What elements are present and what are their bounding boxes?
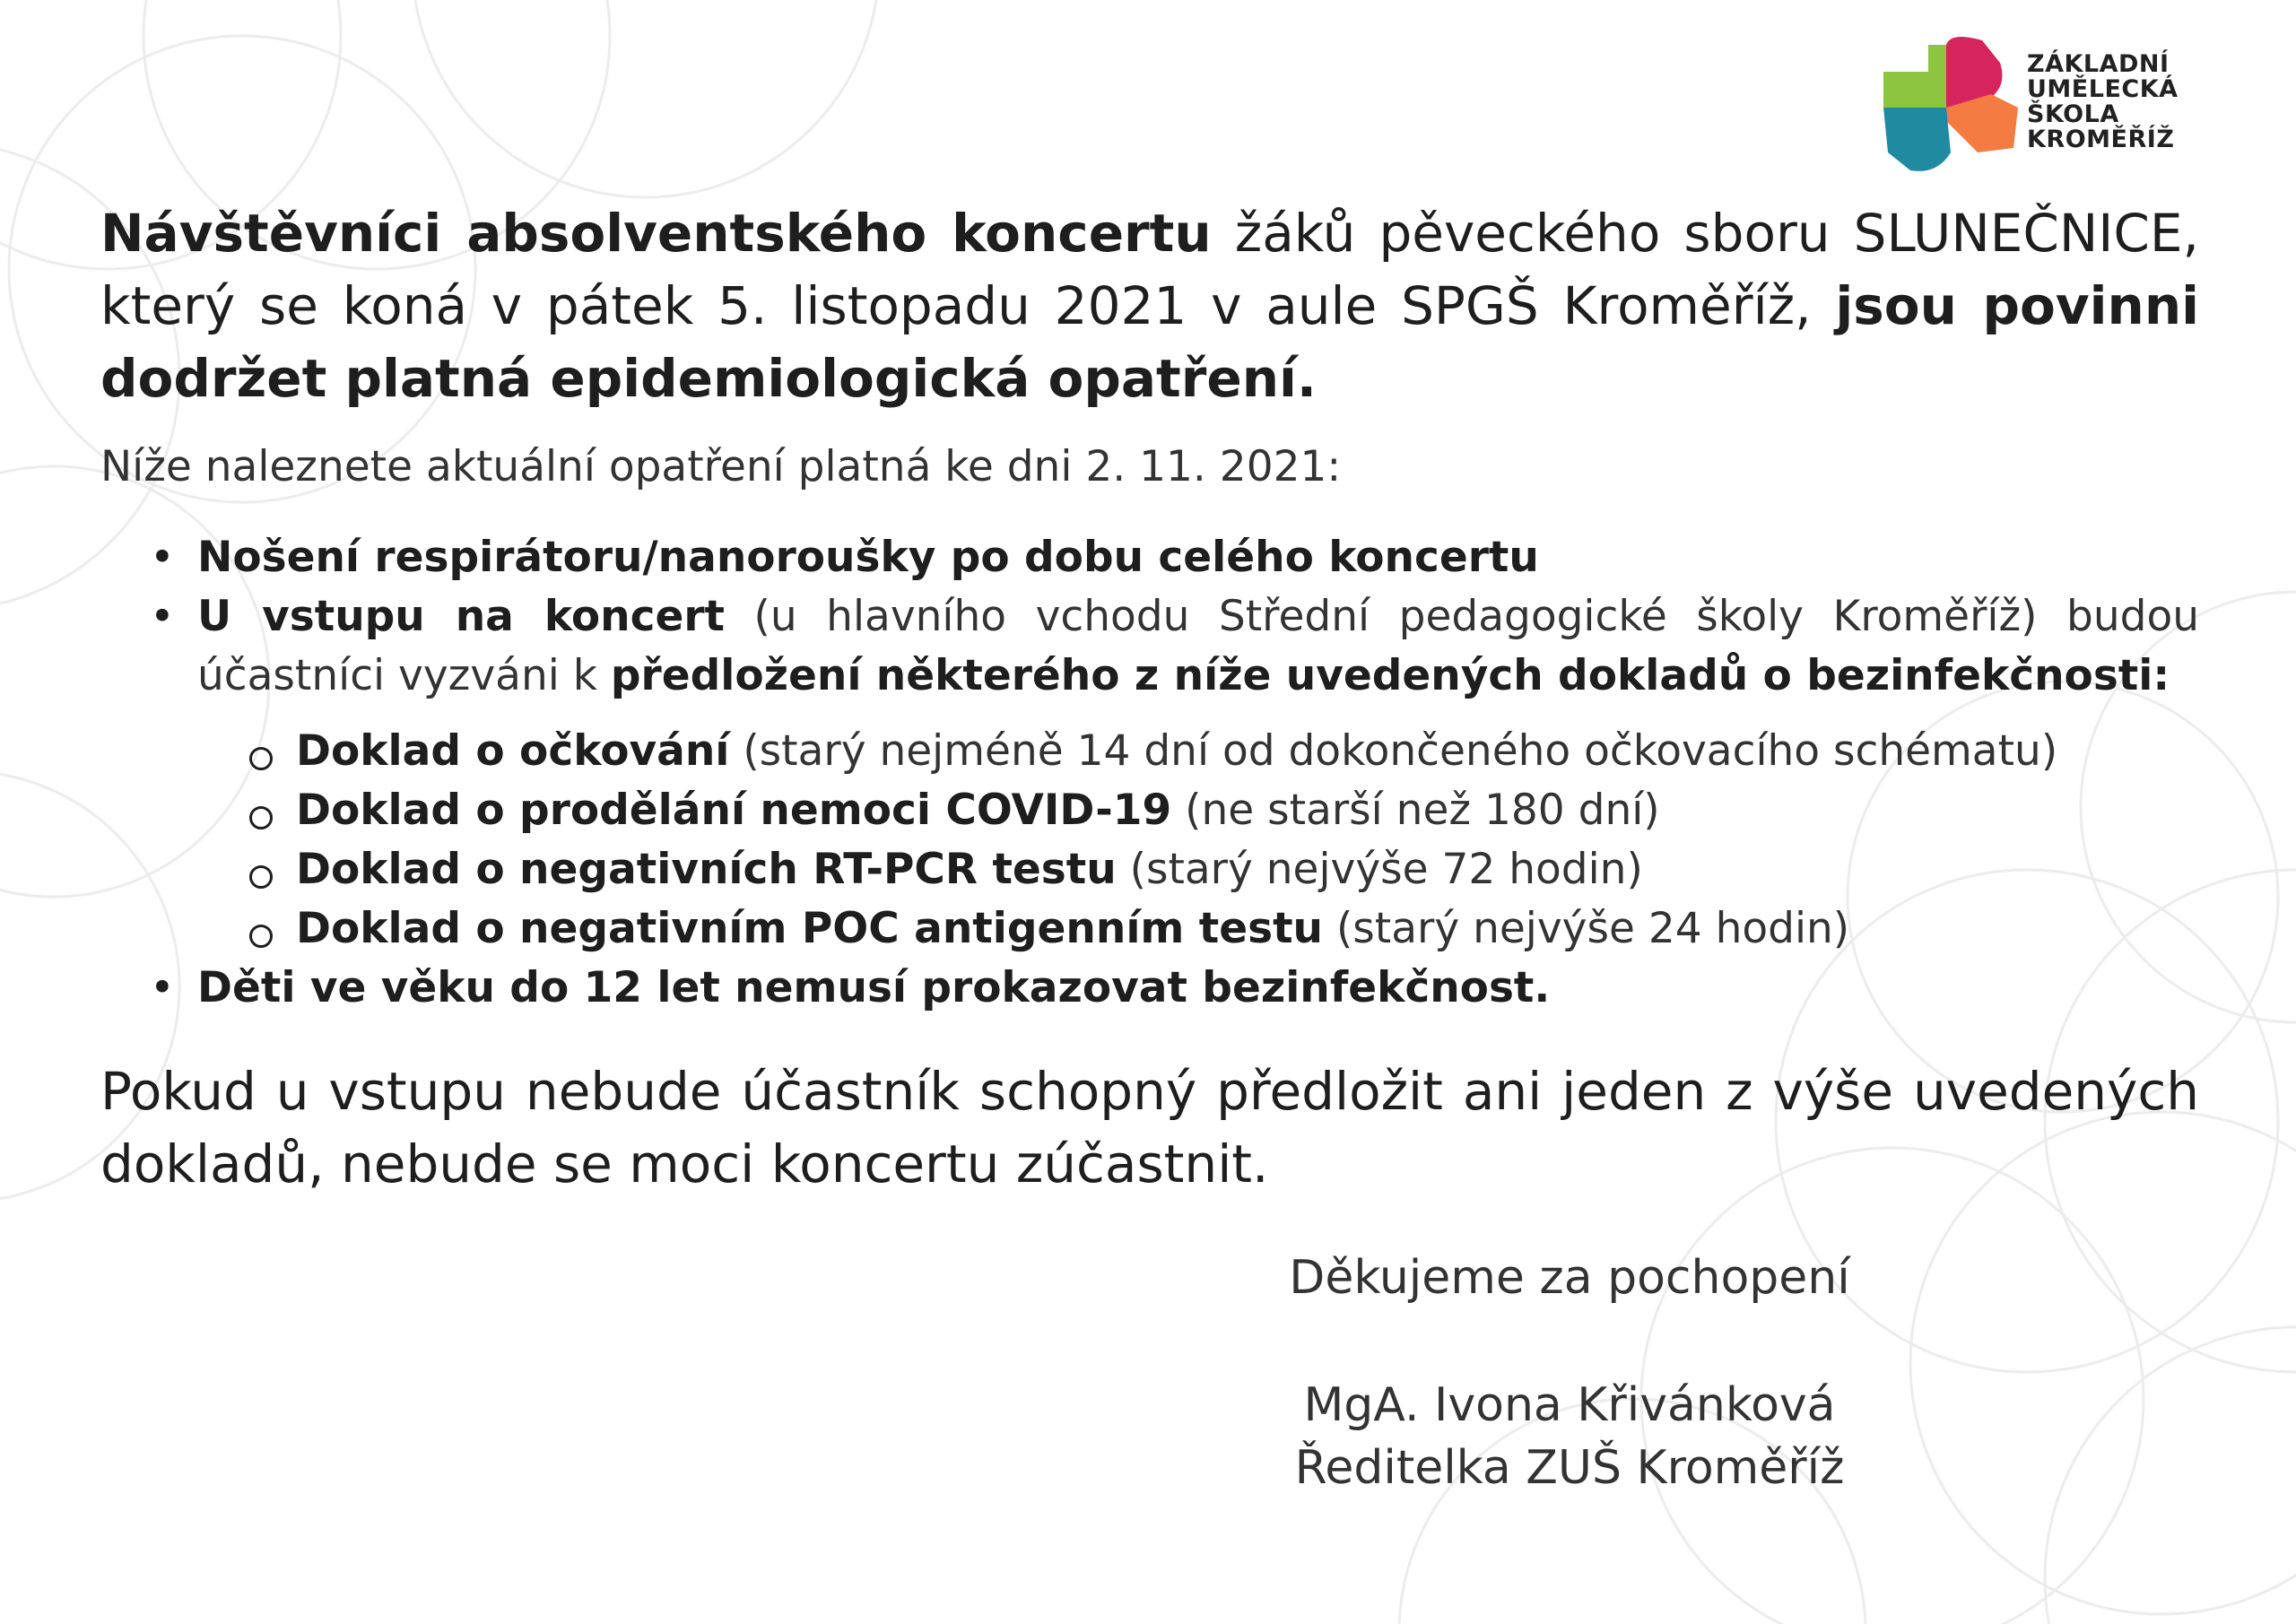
signatory-role: Ředitelka ZUŠ Kroměříž bbox=[1294, 1441, 1845, 1495]
measure-entry-bold: U vstupu na koncert bbox=[197, 592, 725, 641]
bullet-icon: • bbox=[150, 533, 175, 582]
flower-logo-icon bbox=[1866, 36, 2027, 179]
logo-line-2: UMĚLECKÁ bbox=[2027, 75, 2179, 103]
list-item bbox=[100, 528, 2199, 587]
notice-content bbox=[100, 197, 2199, 1201]
logo-line-1: ZÁKLADNÍ bbox=[2027, 50, 2170, 78]
signatory-name: MgA. Ivona Křivánková bbox=[1303, 1378, 1836, 1432]
document-title: Doklad o prodělání nemoci COVID-19 bbox=[296, 786, 1172, 835]
measure-children: Děti ve věku do 12 let nemusí prokazovat bezinfekčnost. bbox=[197, 963, 1551, 1012]
list-item bbox=[100, 587, 2199, 959]
school-logo bbox=[1866, 36, 2224, 179]
sub-list-item bbox=[100, 722, 2199, 781]
sub-list-item bbox=[100, 781, 2199, 840]
document-title: Doklad o negativních RT-PCR testu bbox=[296, 845, 1117, 894]
intro-bold-end: jsou povinni dodržet platná epidemiologická opatření. bbox=[100, 275, 2200, 409]
list-item bbox=[100, 959, 2199, 1018]
document-note: (ne starší než 180 dní) bbox=[1171, 786, 1660, 835]
signature-block bbox=[1166, 1246, 1973, 1499]
logo-line-4: KROMĚŘÍŽ bbox=[2027, 126, 2175, 153]
thanks-text: Děkujeme za pochopení bbox=[1289, 1251, 1850, 1305]
intro-bold-start: Návštěvníci absolventského koncertu bbox=[100, 203, 1212, 264]
sub-list-item bbox=[100, 840, 2199, 899]
measures-list bbox=[100, 528, 2199, 1018]
circle-bullet-icon bbox=[249, 747, 273, 770]
measure-entry-text: (u hlavního vchodu Střední pedagogické školy Kroměříž) budou účastníci vyzváni k bbox=[197, 592, 2199, 700]
document-title: Doklad o negativním POC antigenním testu bbox=[296, 904, 1324, 953]
document-note: (starý nejméně 14 dní od dokončeného očkovacího schématu) bbox=[729, 726, 2058, 776]
measure-entry-bold-2: předložení některého z níže uvedených dokladů o bezinfekčnosti: bbox=[610, 651, 2170, 700]
bullet-icon: • bbox=[150, 592, 175, 641]
document-title: Doklad o očkování bbox=[296, 726, 730, 776]
document-note: (starý nejvýše 24 hodin) bbox=[1323, 904, 1850, 953]
intro-text: žáků pěveckého sboru SLUNEČNICE, který se koná v pátek 5. listopadu 2021 v aule SPGŠ Kroměříž, bbox=[100, 203, 2199, 336]
document-note: (starý nejvýše 72 hodin) bbox=[1116, 845, 1643, 894]
logo-line-3: ŠKOLA bbox=[2027, 100, 2119, 128]
circle-bullet-icon bbox=[249, 925, 273, 948]
circle-bullet-icon bbox=[249, 865, 273, 889]
bullet-icon: • bbox=[150, 963, 175, 1012]
measures-intro: Níže naleznete aktuální opatření platná ke dni 2. 11. 2021: bbox=[100, 442, 1342, 491]
intro-paragraph bbox=[100, 197, 2199, 415]
logo-text bbox=[2027, 52, 2179, 152]
documents-sublist bbox=[197, 722, 2199, 959]
closing-paragraph: Pokud u vstupu nebude účastník schopný předložit ani jeden z výše uvedených dokladů, nebude se moci koncertu zúčastnit. bbox=[100, 1061, 2199, 1194]
circle-bullet-icon bbox=[249, 806, 273, 829]
sub-list-item bbox=[100, 899, 2199, 959]
measure-respirator: Nošení respirátoru/nanoroušky po dobu celého koncertu bbox=[197, 533, 1539, 582]
